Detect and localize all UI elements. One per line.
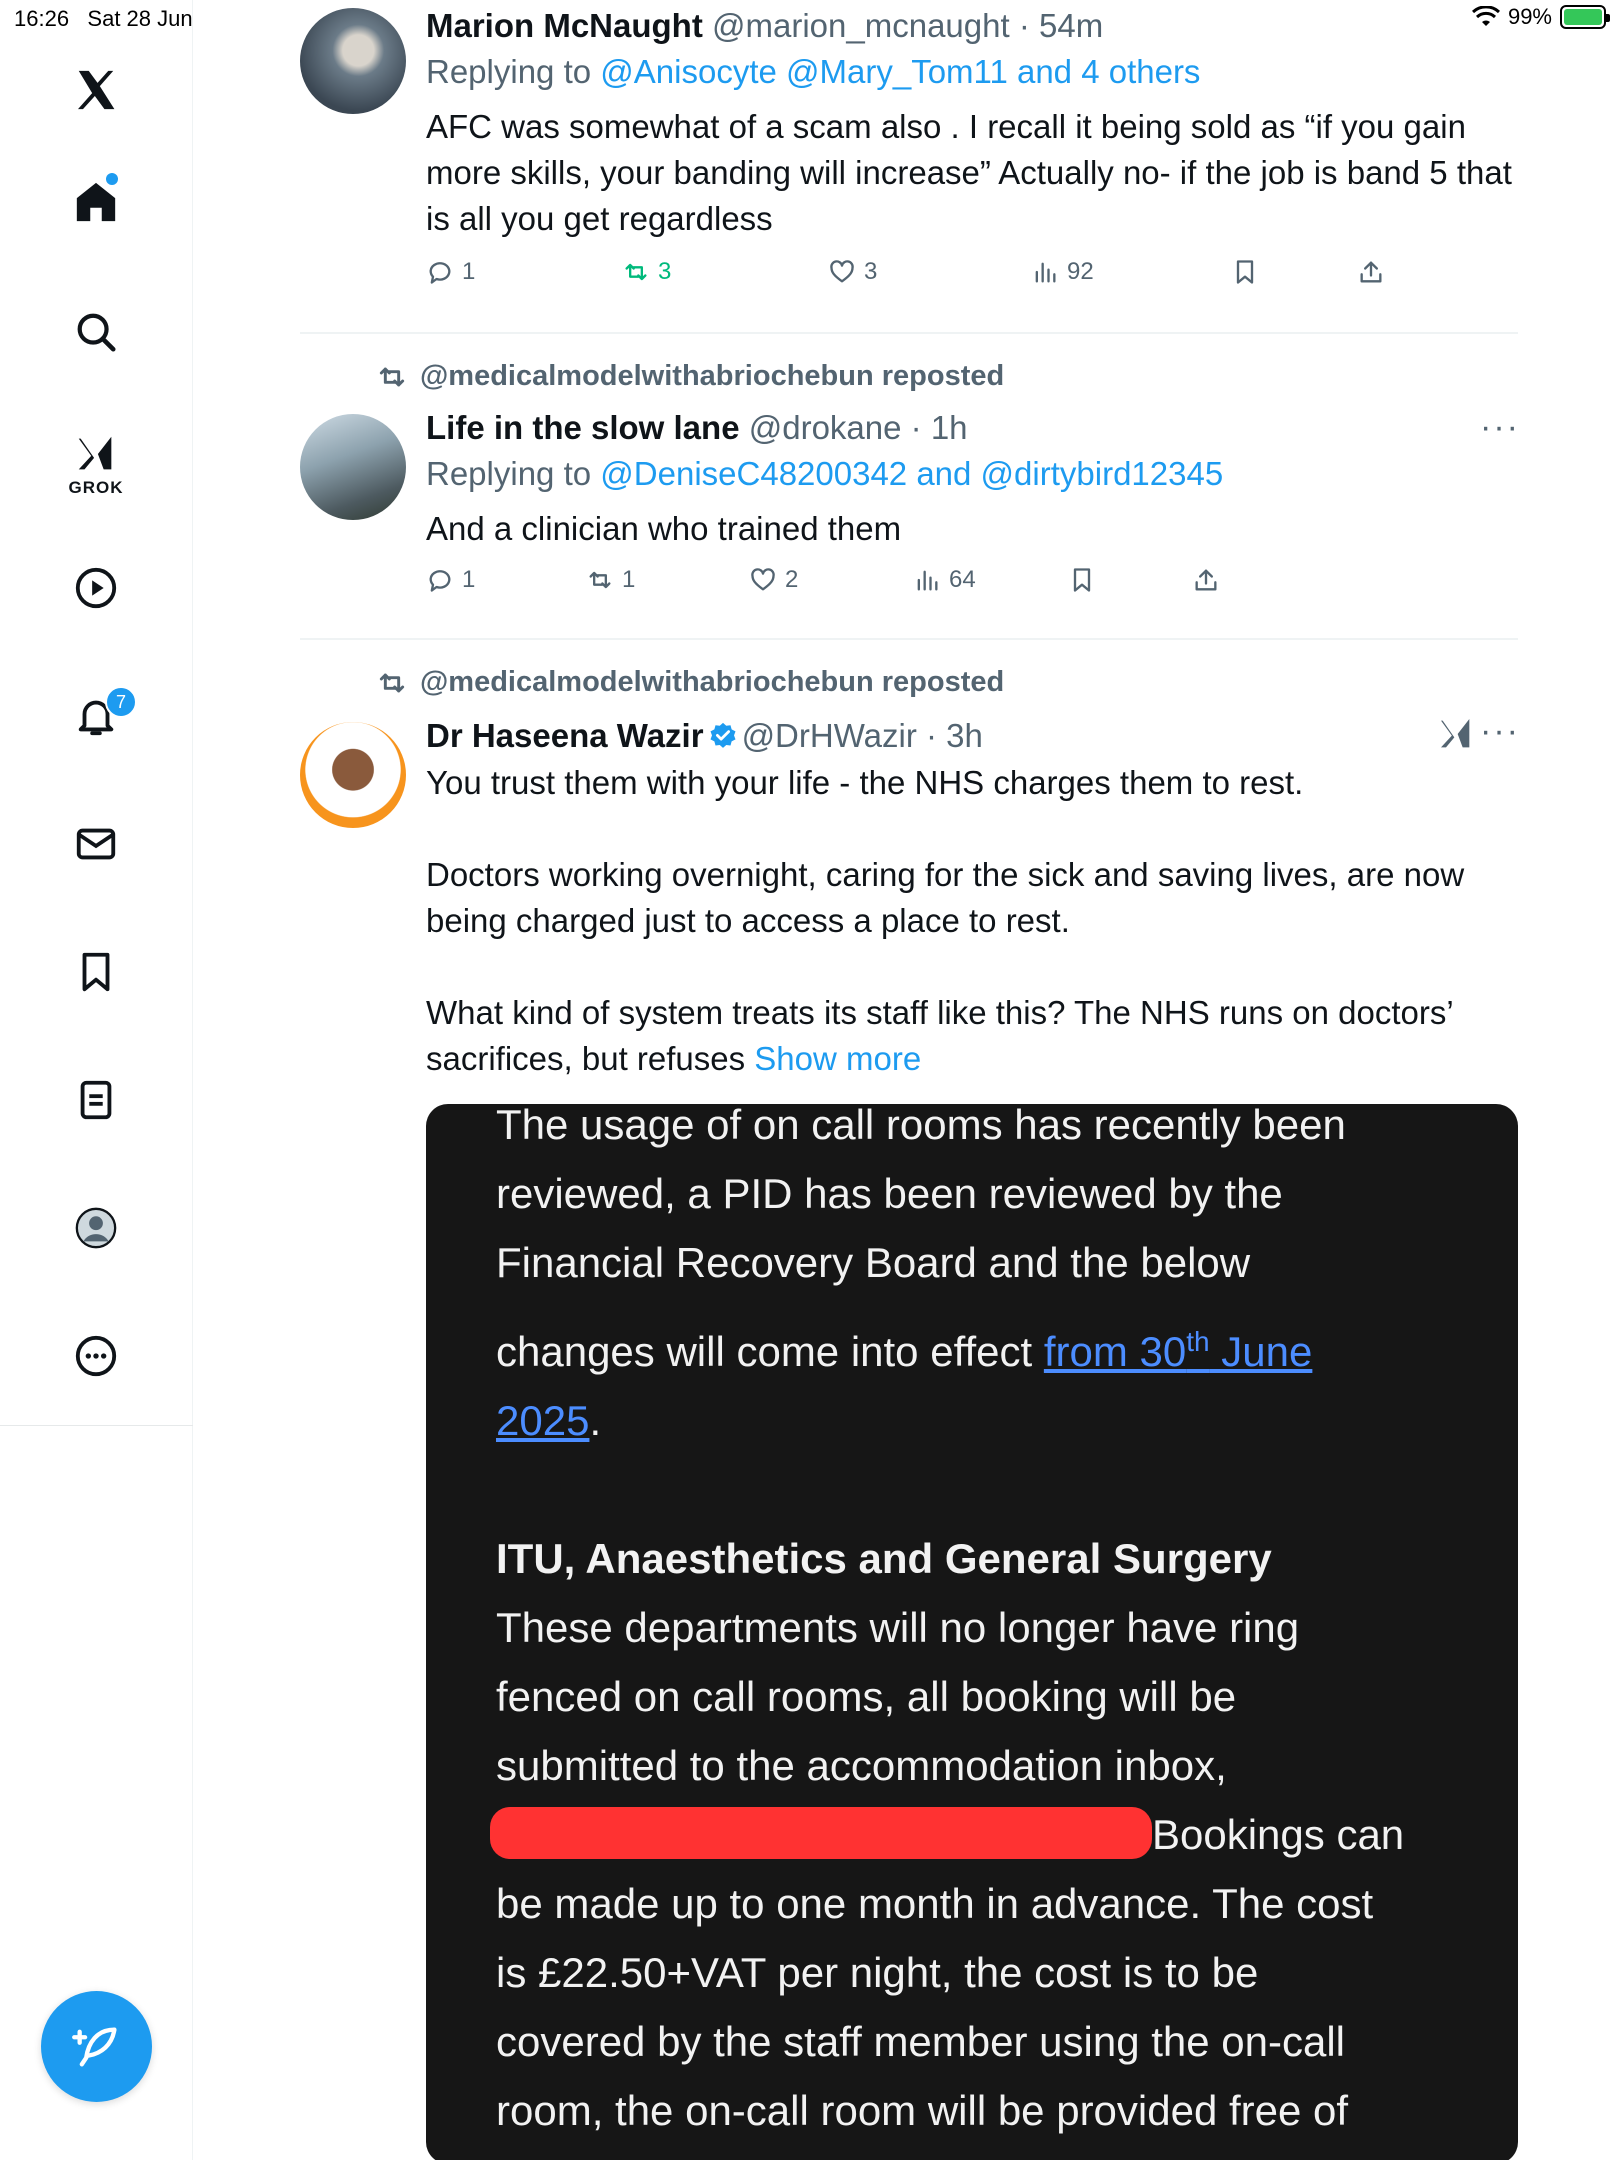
- replying-to-link[interactable]: @Anisocyte @Mary_Tom11 and 4 others: [600, 53, 1201, 90]
- repost-icon: [586, 566, 614, 594]
- show-more-link[interactable]: Show more: [754, 1040, 922, 1077]
- sidebar-divider: [0, 1425, 193, 1426]
- like-button[interactable]: 2: [749, 566, 798, 594]
- author-name[interactable]: Life in the slow lane: [426, 409, 740, 446]
- tweet-actions: [426, 258, 1516, 298]
- more-options-icon[interactable]: ···: [1480, 712, 1520, 750]
- profile-avatar-icon[interactable]: [66, 1198, 126, 1258]
- image-heading: ITU, Anaesthetics and General Surgery: [496, 1535, 1272, 1582]
- author-handle[interactable]: @DrHWazir: [741, 717, 917, 754]
- messages-mail-icon[interactable]: [66, 814, 126, 874]
- views-button[interactable]: 64: [913, 566, 976, 594]
- tweet-text: You trust them with your life - the NHS charges them to rest. Doctors working overnight, caring for the sick and saving lives, are now being charged just to access a place to rest. What kind of system treats its staff like this? The NHS runs on doctors’ sacrifices, but refuses Show more: [426, 764, 1465, 1077]
- redaction-mark: [490, 1807, 1152, 1859]
- verified-badge-icon: [708, 721, 738, 751]
- sidebar: [0, 0, 193, 2160]
- tweet-time[interactable]: 1h: [930, 409, 968, 446]
- battery-percent: 99%: [1507, 4, 1552, 29]
- replying-to: Replying to @DeniseC48200342 and @dirtybird12345: [426, 455, 1224, 492]
- bookmark-button[interactable]: [1068, 566, 1096, 594]
- tweet-actions: [426, 566, 1516, 606]
- repost-icon: [376, 361, 408, 393]
- reposted-by[interactable]: @medicalmodelwithabriochebun reposted: [376, 666, 1004, 699]
- author-handle[interactable]: @drokane: [748, 409, 902, 446]
- views-chart-icon: [1031, 258, 1059, 286]
- compose-feather-icon: [71, 2021, 123, 2073]
- avatar[interactable]: [300, 8, 406, 114]
- repost-icon: [622, 258, 650, 286]
- reply-button[interactable]: 1: [426, 566, 475, 594]
- like-button[interactable]: 3: [828, 258, 877, 286]
- reposted-by[interactable]: @medicalmodelwithabriochebun reposted: [376, 360, 1004, 393]
- home-unread-dot: [106, 173, 118, 185]
- tweet-header: Life in the slow lane @drokane · 1h: [426, 409, 968, 446]
- share-icon: [1192, 566, 1220, 594]
- tweet-divider: [300, 332, 1518, 334]
- heart-icon: [749, 566, 777, 594]
- tweet-time[interactable]: 3h: [946, 717, 983, 754]
- status-time: 16:26 Sat 28 Jun: [14, 6, 193, 31]
- video-play-icon[interactable]: [66, 558, 126, 618]
- search-icon[interactable]: [66, 302, 126, 362]
- bookmark-button[interactable]: [1231, 258, 1259, 286]
- repost-icon: [376, 667, 408, 699]
- tweet-header: Marion McNaught @marion_mcnaught · 54m: [426, 7, 1104, 44]
- grok-icon[interactable]: [66, 424, 126, 484]
- author-name[interactable]: Marion McNaught: [426, 7, 703, 44]
- x-logo-icon[interactable]: [66, 60, 126, 120]
- tweet-time[interactable]: 54m: [1038, 7, 1104, 44]
- more-options-icon[interactable]: ···: [1480, 408, 1520, 446]
- views-chart-icon: [913, 566, 941, 594]
- share-button[interactable]: [1192, 566, 1220, 594]
- bookmark-icon: [1231, 258, 1259, 286]
- heart-icon: [828, 258, 856, 286]
- grok-label: GROK: [68, 478, 124, 497]
- tweet-image[interactable]: [426, 1104, 1518, 2160]
- image-text: The usage of on call rooms has recently been reviewed, a PID has been reviewed by the Financial Recovery Board and the below changes will come into effect from 30th June 2025. ITU, Anaesthetics and General Surgery These departments will no longer have ring fenced on call rooms, all booking will be submitted to the accommodation inbox, Bookings can be made up to one month in advance. The cost is £22.50+VAT per night, the cost is to be covered by the staff member using the on-call room, the on-call room will be provided free of: [496, 1104, 1486, 2145]
- replying-to: Replying to @Anisocyte @Mary_Tom11 and 4 others: [426, 53, 1201, 90]
- repost-button[interactable]: 3: [622, 258, 671, 286]
- avatar[interactable]: [300, 722, 406, 828]
- share-icon: [1357, 258, 1385, 286]
- bookmark-icon: [1068, 566, 1096, 594]
- tweet-text: AFC was somewhat of a scam also . I recall it being sold as “if you gain more skills, your banding will increase” Actually no- if the job is band 5 that is all you get regardless: [426, 108, 1512, 237]
- bookmarks-icon[interactable]: [66, 942, 126, 1002]
- repost-button[interactable]: 1: [586, 566, 635, 594]
- more-options-icon[interactable]: [66, 1326, 126, 1386]
- tweet-divider: [300, 638, 1518, 640]
- image-date-link: from 30th June: [1043, 1326, 1313, 1375]
- views-button[interactable]: 92: [1031, 258, 1094, 286]
- reply-icon: [426, 258, 454, 286]
- notifications-badge: 7: [105, 686, 137, 718]
- compose-post-button[interactable]: [41, 1991, 152, 2102]
- lists-icon[interactable]: [66, 1070, 126, 1130]
- reply-icon: [426, 566, 454, 594]
- tweet-header: Dr Haseena Wazir @DrHWazir · 3h: [426, 717, 983, 754]
- replying-to-link[interactable]: @DeniseC48200342 and @dirtybird12345: [600, 455, 1224, 492]
- author-handle[interactable]: @marion_mcnaught: [712, 7, 1010, 44]
- share-button[interactable]: [1357, 258, 1385, 286]
- reply-button[interactable]: 1: [426, 258, 475, 286]
- battery-icon: [1560, 5, 1606, 29]
- author-name[interactable]: Dr Haseena Wazir: [426, 717, 704, 754]
- avatar[interactable]: [300, 414, 406, 520]
- tweet-text: And a clinician who trained them: [426, 510, 902, 547]
